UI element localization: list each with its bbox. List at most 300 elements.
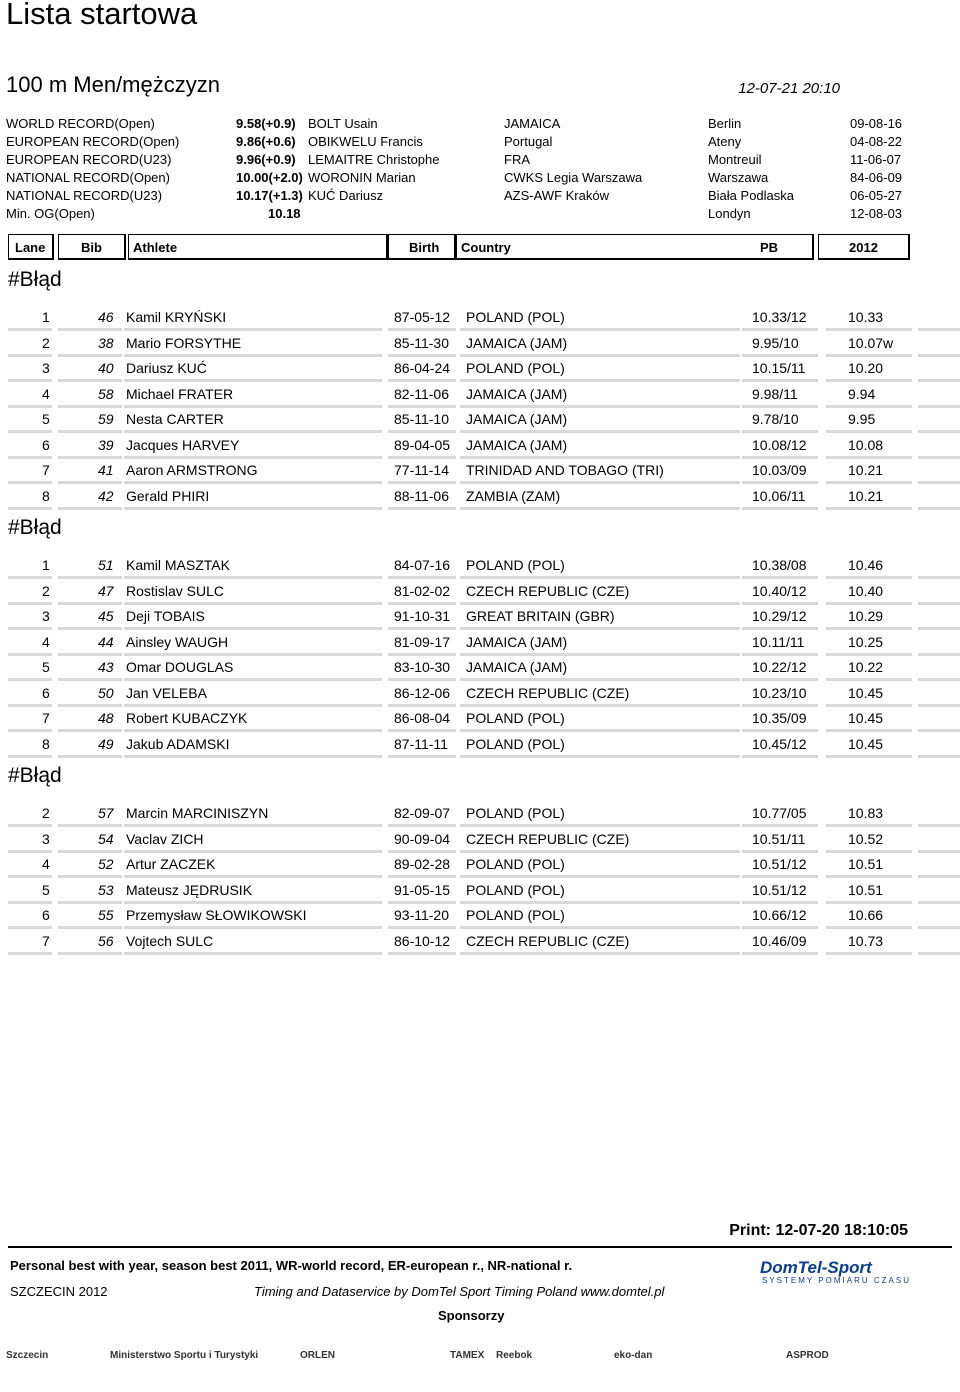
table-row [0, 607, 960, 631]
cell-birth: 85-11-30 [394, 334, 450, 351]
row-separator [388, 354, 456, 357]
cell-pb: 10.51/12 [752, 856, 807, 872]
cell-athlete: Kamil KRYŃSKI [126, 309, 227, 325]
cell-lane: 1 [42, 557, 50, 573]
footer-sponsors-label: Sponsorzy [438, 1308, 505, 1323]
sponsor-logo: TAMEX [450, 1350, 485, 1361]
record-value: 9.96(+0.9) [236, 152, 296, 167]
row-separator [8, 824, 52, 827]
row-separator [58, 405, 122, 408]
row-separator [388, 653, 456, 656]
row-separator [8, 354, 52, 357]
cell-birth: 86-04-24 [394, 360, 451, 376]
record-place: Ateny [708, 134, 742, 149]
row-separator [742, 901, 818, 904]
cell-sb: 10.46 [848, 557, 884, 573]
row-separator [58, 354, 122, 357]
row-separator [918, 901, 960, 904]
domtel-logo-tagline: SYSTEMY POMIARU CZASU [762, 1276, 911, 1285]
cell-lane: 7 [42, 710, 50, 726]
table-row [0, 436, 960, 460]
table-row [0, 359, 960, 383]
cell-sb: 10.45 [848, 735, 884, 752]
row-separator [460, 875, 740, 878]
row-separator [8, 875, 52, 878]
row-separator [918, 850, 960, 853]
row-separator [918, 430, 960, 433]
row-separator [8, 576, 52, 579]
cell-sb: 10.20 [848, 360, 884, 376]
row-separator [918, 653, 960, 656]
cell-athlete: Robert KUBACZYK [126, 710, 248, 726]
row-separator [124, 507, 382, 510]
sponsor-logo: ASPROD [786, 1350, 829, 1361]
row-separator [388, 328, 456, 331]
cell-athlete: Dariusz KUĆ [126, 360, 207, 376]
row-separator [742, 926, 818, 929]
record-label: WORLD RECORD(Open) [6, 116, 155, 131]
row-separator [918, 456, 960, 459]
row-separator [826, 405, 912, 408]
row-separator [460, 824, 740, 827]
row-separator [58, 379, 122, 382]
cell-athlete: Jan VELEBA [126, 684, 207, 701]
cell-pb: 10.06/11 [752, 487, 806, 504]
table-row [0, 684, 960, 708]
sponsor-logo: Ministerstwo Sportu i Turystyki [110, 1350, 259, 1361]
cell-pb: 10.40/12 [752, 582, 807, 599]
table-row [0, 556, 960, 580]
row-separator [8, 755, 52, 758]
record-date: 06-05-27 [850, 188, 903, 203]
row-separator [8, 481, 52, 484]
row-separator [8, 328, 52, 331]
row-separator [460, 507, 740, 510]
header-birth: Birth [388, 234, 456, 260]
table-row [0, 906, 960, 930]
row-separator [124, 379, 382, 382]
row-separator [460, 653, 740, 656]
row-separator [124, 456, 382, 459]
row-separator [742, 824, 818, 827]
table-row [0, 582, 960, 606]
cell-sb: 10.66 [848, 907, 884, 923]
row-separator [460, 576, 740, 579]
row-separator [388, 576, 456, 579]
record-value: 10.17(+1.3) [236, 188, 303, 203]
page-title: Lista startowa [6, 0, 198, 31]
row-separator [918, 824, 960, 827]
row-separator [460, 850, 740, 853]
row-separator [124, 755, 382, 758]
cell-sb: 10.45 [848, 710, 884, 726]
row-separator [388, 850, 456, 853]
record-value: 9.58(+0.9) [236, 116, 296, 131]
cell-birth: 86-08-04 [394, 710, 451, 726]
row-separator [8, 430, 52, 433]
row-separator [388, 824, 456, 827]
record-label: Min. OG(Open) [6, 206, 95, 221]
cell-pb: 10.38/08 [752, 557, 807, 573]
row-separator [826, 456, 912, 459]
cell-country: CZECH REPUBLIC (CZE) [466, 684, 630, 701]
cell-bib: 54 [98, 830, 114, 847]
row-separator [918, 704, 960, 707]
cell-sb: 10.07w [848, 334, 894, 351]
cell-country: GREAT BRITAIN (GBR) [466, 608, 615, 624]
sponsor-logo: ORLEN [300, 1350, 335, 1361]
cell-sb: 10.51 [848, 856, 884, 872]
footer-timing: Timing and Dataservice by DomTel Sport Timing Poland www.domtel.pl [254, 1284, 665, 1299]
cell-pb: 10.46/09 [752, 932, 807, 949]
row-separator [8, 405, 52, 408]
row-separator [58, 576, 122, 579]
cell-lane: 2 [42, 805, 50, 821]
table-row [0, 410, 960, 434]
cell-country: JAMAICA (JAM) [466, 411, 568, 427]
row-separator [124, 901, 382, 904]
cell-lane: 6 [42, 436, 50, 453]
cell-birth: 87-11-11 [394, 735, 448, 752]
record-team: AZS-AWF Kraków [504, 188, 609, 203]
row-separator [388, 430, 456, 433]
row-separator [460, 704, 740, 707]
cell-pb: 10.15/11 [752, 360, 806, 376]
row-separator [58, 507, 122, 510]
row-separator [826, 926, 912, 929]
row-separator [388, 405, 456, 408]
row-separator [742, 875, 818, 878]
row-separator [742, 328, 818, 331]
row-separator [388, 456, 456, 459]
row-separator [388, 901, 456, 904]
row-separator [742, 379, 818, 382]
cell-bib: 42 [98, 487, 114, 504]
domtel-logo: DomTel-Sport [760, 1258, 872, 1277]
row-separator [742, 405, 818, 408]
row-separator [918, 755, 960, 758]
cell-lane: 5 [42, 881, 50, 898]
row-separator [8, 952, 52, 955]
row-separator [460, 755, 740, 758]
row-separator [58, 678, 122, 681]
header-bib: Bib [58, 234, 126, 260]
row-separator [742, 354, 818, 357]
row-separator [124, 875, 382, 878]
cell-birth: 77-11-14 [394, 462, 450, 478]
row-separator [460, 405, 740, 408]
row-separator [8, 653, 52, 656]
cell-bib: 46 [98, 309, 114, 325]
cell-birth: 84-07-16 [394, 557, 451, 573]
cell-bib: 55 [98, 907, 114, 923]
row-separator [742, 850, 818, 853]
header-pb: PB [670, 234, 814, 260]
row-separator [58, 456, 122, 459]
row-separator [460, 729, 740, 732]
cell-birth: 83-10-30 [394, 659, 451, 675]
cell-lane: 2 [42, 582, 50, 599]
cell-country: JAMAICA (JAM) [466, 334, 568, 351]
row-separator [124, 704, 382, 707]
row-separator [388, 678, 456, 681]
row-separator [8, 850, 52, 853]
row-separator [826, 328, 912, 331]
row-separator [124, 576, 382, 579]
row-separator [58, 875, 122, 878]
cell-bib: 49 [98, 735, 114, 752]
cell-birth: 91-05-15 [394, 881, 451, 898]
record-name: BOLT Usain [308, 116, 378, 131]
row-separator [58, 824, 122, 827]
cell-bib: 40 [98, 360, 114, 376]
cell-lane: 7 [42, 462, 50, 478]
record-value: 9.86(+0.6) [236, 134, 296, 149]
row-separator [826, 755, 912, 758]
header-season: 2012 [818, 234, 910, 260]
record-date: 12-08-03 [850, 206, 903, 221]
row-separator [58, 952, 122, 955]
row-separator [742, 729, 818, 732]
row-separator [826, 627, 912, 630]
cell-pb: 9.95/10 [752, 334, 799, 351]
row-separator [460, 952, 740, 955]
row-separator [58, 653, 122, 656]
cell-athlete: Jakub ADAMSKI [126, 735, 230, 752]
cell-pb: 10.29/12 [752, 608, 807, 624]
row-separator [124, 952, 382, 955]
row-separator [918, 729, 960, 732]
cell-bib: 38 [98, 334, 114, 351]
cell-bib: 53 [98, 881, 114, 898]
print-timestamp: Print: 12-07-20 18:10:05 [729, 1222, 908, 1239]
row-separator [58, 755, 122, 758]
row-separator [8, 704, 52, 707]
cell-bib: 47 [98, 582, 114, 599]
table-row [0, 855, 960, 879]
row-separator [742, 430, 818, 433]
cell-sb: 10.52 [848, 830, 884, 847]
row-separator [124, 627, 382, 630]
cell-country: POLAND (POL) [466, 805, 565, 821]
cell-athlete: Artur ZACZEK [126, 856, 216, 872]
cell-birth: 93-11-20 [394, 907, 450, 923]
row-separator [388, 602, 456, 605]
cell-lane: 4 [42, 633, 50, 650]
row-separator [742, 456, 818, 459]
cell-athlete: Jacques HARVEY [126, 436, 240, 453]
row-separator [124, 926, 382, 929]
cell-athlete: Kamil MASZTAK [126, 557, 230, 573]
row-separator [742, 952, 818, 955]
cell-athlete: Gerald PHIRI [126, 487, 210, 504]
row-separator [826, 576, 912, 579]
cell-athlete: Vojtech SULC [126, 932, 214, 949]
row-separator [826, 824, 912, 827]
row-separator [124, 354, 382, 357]
cell-sb: 10.45 [848, 684, 884, 701]
cell-sb: 10.29 [848, 608, 884, 624]
cell-athlete: Przemysław SŁOWIKOWSKI [126, 907, 307, 923]
cell-pb: 10.33/12 [752, 309, 807, 325]
record-label: EUROPEAN RECORD(U23) [6, 152, 172, 167]
cell-athlete: Marcin MARCINISZYN [126, 805, 269, 821]
row-separator [918, 507, 960, 510]
cell-athlete: Mateusz JĘDRUSIK [126, 881, 253, 898]
record-place: Montreuil [708, 152, 762, 167]
cell-country: JAMAICA (JAM) [466, 385, 568, 402]
cell-sb: 10.22 [848, 659, 884, 675]
cell-athlete: Omar DOUGLAS [126, 659, 234, 675]
row-separator [742, 576, 818, 579]
cell-lane: 3 [42, 608, 50, 624]
row-separator [918, 405, 960, 408]
row-separator [58, 901, 122, 904]
row-separator [388, 379, 456, 382]
row-separator [918, 926, 960, 929]
cell-bib: 59 [98, 411, 114, 427]
record-value: 10.18 [268, 206, 301, 221]
table-row [0, 932, 960, 956]
footer-divider [8, 1246, 952, 1248]
heat-title: #Błąd [8, 516, 62, 539]
row-separator [8, 901, 52, 904]
row-separator [826, 850, 912, 853]
cell-sb: 9.94 [848, 385, 876, 402]
row-separator [742, 481, 818, 484]
row-separator [8, 602, 52, 605]
table-row [0, 385, 960, 409]
cell-pb: 9.78/10 [752, 411, 799, 427]
cell-birth: 86-12-06 [394, 684, 451, 701]
row-separator [388, 952, 456, 955]
record-label: EUROPEAN RECORD(Open) [6, 134, 180, 149]
cell-birth: 81-09-17 [394, 633, 451, 650]
record-label: NATIONAL RECORD(U23) [6, 188, 163, 203]
row-separator [124, 729, 382, 732]
row-separator [124, 678, 382, 681]
table-row [0, 334, 960, 358]
cell-lane: 1 [42, 309, 50, 325]
cell-country: POLAND (POL) [466, 856, 565, 872]
cell-athlete: Mario FORSYTHE [126, 334, 242, 351]
cell-bib: 48 [98, 710, 114, 726]
cell-athlete: Vaclav ZICH [126, 830, 204, 847]
row-separator [826, 704, 912, 707]
cell-bib: 51 [98, 557, 114, 573]
table-row [0, 308, 960, 332]
cell-pb: 10.35/09 [752, 710, 807, 726]
cell-country: POLAND (POL) [466, 735, 565, 752]
row-separator [124, 824, 382, 827]
footer-city: SZCZECIN 2012 [10, 1284, 108, 1299]
cell-lane: 8 [42, 735, 50, 752]
row-separator [388, 755, 456, 758]
cell-bib: 50 [98, 684, 114, 701]
cell-pb: 10.11/11 [752, 633, 805, 650]
cell-sb: 10.21 [848, 462, 884, 478]
sponsor-logo: Szczecin [6, 1350, 49, 1361]
row-separator [58, 627, 122, 630]
cell-birth: 87-05-12 [394, 309, 451, 325]
header-athlete: Athlete [128, 234, 388, 260]
row-separator [8, 379, 52, 382]
table-row [0, 709, 960, 733]
cell-pb: 10.22/12 [752, 659, 807, 675]
cell-lane: 4 [42, 856, 50, 872]
cell-lane: 3 [42, 360, 50, 376]
row-separator [460, 678, 740, 681]
row-separator [460, 456, 740, 459]
row-separator [8, 456, 52, 459]
row-separator [388, 729, 456, 732]
record-name: WORONIN Marian [308, 170, 416, 185]
row-separator [388, 507, 456, 510]
table-row [0, 461, 960, 485]
cell-birth: 86-10-12 [394, 932, 451, 949]
row-separator [742, 507, 818, 510]
row-separator [8, 678, 52, 681]
row-separator [58, 926, 122, 929]
row-separator [460, 901, 740, 904]
cell-sb: 10.83 [848, 805, 884, 821]
cell-birth: 82-11-06 [394, 385, 450, 402]
cell-lane: 5 [42, 411, 50, 427]
cell-bib: 41 [98, 462, 114, 478]
row-separator [918, 328, 960, 331]
cell-birth: 89-02-28 [394, 856, 451, 872]
row-separator [388, 627, 456, 630]
cell-country: POLAND (POL) [466, 360, 565, 376]
table-row [0, 881, 960, 905]
row-separator [826, 875, 912, 878]
record-date: 84-06-09 [850, 170, 903, 185]
record-place: Warszawa [708, 170, 769, 185]
cell-pb: 10.51/12 [752, 881, 807, 898]
cell-country: POLAND (POL) [466, 557, 565, 573]
row-separator [742, 704, 818, 707]
cell-lane: 5 [42, 659, 50, 675]
footer-legend: Personal best with year, season best 2011, WR-world record, ER-european r., NR-national r. [10, 1258, 573, 1273]
cell-athlete: Aaron ARMSTRONG [126, 462, 258, 478]
table-row [0, 735, 960, 759]
record-place: Berlin [708, 116, 742, 131]
cell-country: CZECH REPUBLIC (CZE) [466, 582, 630, 599]
row-separator [918, 481, 960, 484]
row-separator [8, 627, 52, 630]
row-separator [124, 602, 382, 605]
row-separator [918, 379, 960, 382]
row-separator [918, 602, 960, 605]
header-country: Country [456, 234, 814, 260]
heat-title: #Błąd [8, 764, 62, 787]
row-separator [388, 926, 456, 929]
cell-lane: 6 [42, 907, 50, 923]
row-separator [124, 653, 382, 656]
cell-pb: 9.98/11 [752, 385, 798, 402]
row-separator [124, 328, 382, 331]
cell-country: TRINIDAD AND TOBAGO (TRI) [466, 462, 664, 478]
cell-sb: 10.73 [848, 932, 884, 949]
row-separator [918, 354, 960, 357]
record-name: KUĆ Dariusz [308, 188, 384, 203]
heat-title: #Błąd [8, 268, 62, 291]
cell-country: CZECH REPUBLIC (CZE) [466, 932, 630, 949]
record-place: Biała Podlaska [708, 188, 794, 203]
row-separator [124, 481, 382, 484]
row-separator [742, 653, 818, 656]
row-separator [918, 627, 960, 630]
